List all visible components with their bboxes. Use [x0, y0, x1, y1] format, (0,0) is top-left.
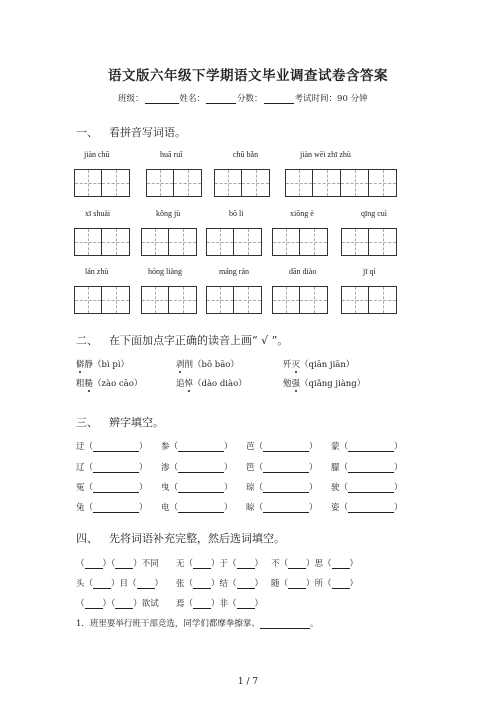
idiom-blank[interactable]	[332, 579, 350, 589]
char-grid-1-4[interactable]	[285, 169, 397, 197]
idiom-blank[interactable]	[85, 599, 103, 609]
char-fill-blank[interactable]	[93, 463, 139, 473]
char-fill-item: 冤（ ）	[76, 483, 148, 493]
char-fill-blank[interactable]	[263, 463, 309, 473]
char-grid-3-4[interactable]	[272, 286, 328, 314]
idiom-item	[271, 577, 358, 589]
idiom-blank[interactable]	[93, 579, 111, 589]
char-grid-3-1[interactable]	[74, 286, 130, 314]
idiom-text: 张（	[176, 579, 194, 589]
char-fill-char: 电	[161, 503, 170, 513]
reading-item-6[interactable]: 勉强（qiǎng jiàng）	[283, 379, 366, 389]
char-fill-blank[interactable]	[178, 483, 224, 493]
idiom-blank[interactable]	[137, 579, 155, 589]
char-fill-char: 笆	[246, 463, 255, 473]
score-blank[interactable]	[264, 94, 294, 104]
time-label: 考试时间：90 分钟	[294, 94, 368, 104]
char-fill-char: 渗	[161, 463, 170, 473]
page-title: 语文版六年级下学期语文毕业调查试卷含答案	[108, 68, 388, 84]
idiom-item	[176, 557, 263, 569]
char-fill-blank[interactable]	[93, 442, 139, 452]
char-grid-1-3[interactable]	[214, 169, 270, 197]
idiom-blank[interactable]	[288, 559, 306, 569]
char-fill-char: 晾	[246, 503, 255, 513]
pinyin-1-2: huā ruǐ	[160, 150, 183, 159]
char-fill-char: 蒙	[331, 442, 340, 452]
idiom-item	[176, 597, 263, 609]
char-grid-2-3[interactable]	[206, 228, 262, 256]
pinyin-2-2: kǒng jù	[156, 209, 181, 218]
reading-item-4[interactable]: 粗糙（zào cāo）	[76, 379, 143, 389]
idiom-text: ）所（	[306, 579, 332, 589]
char-fill-item: 蒙（ ）	[331, 442, 403, 452]
section-2-heading: 二、 在下面加点字正确的读音上画“ √ ”。	[76, 334, 289, 347]
idiom-item	[76, 597, 159, 609]
idiom-text: ）欲试	[133, 599, 159, 609]
pinyin-1-4: jiàn wēi zhī zhù	[300, 150, 351, 159]
idiom-item	[271, 557, 358, 569]
char-fill-char: 琼	[246, 483, 255, 493]
idiom-blank[interactable]	[115, 559, 133, 569]
idiom-item	[76, 577, 163, 589]
char-fill-item: 姿（ ）	[331, 503, 403, 513]
idiom-item	[176, 577, 263, 589]
idiom-text: ）	[254, 559, 264, 569]
char-fill-char: 驶	[331, 483, 340, 493]
char-fill-item: 曳（ ）	[161, 483, 233, 493]
idiom-text: ）结（	[211, 579, 237, 589]
idiom-text: ）	[254, 579, 264, 589]
char-fill-blank[interactable]	[178, 442, 224, 452]
pinyin-1-1: jiàn chū	[84, 150, 110, 159]
idiom-text: 无（	[176, 559, 194, 569]
idiom-text: ）	[349, 559, 359, 569]
reading-item-5[interactable]: 追悼（dào diào）	[176, 379, 247, 389]
section-1-heading: 一、 看拼音写词语。	[76, 126, 186, 139]
char-fill-blank[interactable]	[348, 503, 394, 513]
score-label: 分数：	[237, 94, 263, 104]
char-fill-blank[interactable]	[263, 442, 309, 452]
char-fill-item: 辽（ ）	[76, 463, 148, 473]
idiom-text: ）（	[102, 559, 116, 569]
pinyin-3-2: hóng liàng	[148, 267, 182, 276]
section-4-heading: 四、 先将词语补充完整，然后选词填空。	[76, 532, 285, 545]
idiom-text: ）	[349, 579, 359, 589]
idiom-text: 头（	[76, 579, 94, 589]
char-grid-2-4[interactable]	[272, 228, 328, 256]
pinyin-2-3: bō li	[229, 209, 244, 218]
student-info-line	[118, 92, 368, 104]
char-fill-char: 迂	[76, 442, 85, 452]
char-fill-item: 兔（ ）	[76, 503, 148, 513]
idiom-item	[76, 557, 159, 569]
idiom-blank[interactable]	[237, 599, 255, 609]
idiom-text: ）目（	[111, 579, 137, 589]
char-fill-item: 芭（ ）	[246, 442, 318, 452]
page-number: 1 / 7	[237, 677, 259, 687]
char-fill-item: 朦（ ）	[331, 463, 403, 473]
char-fill-blank[interactable]	[178, 463, 224, 473]
class-blank[interactable]	[145, 94, 179, 104]
pinyin-3-3: máng rán	[219, 267, 249, 276]
char-fill-char: 兔	[76, 503, 85, 513]
pinyin-3-1: lán zhù	[85, 267, 109, 276]
char-fill-item: 晾（ ）	[246, 503, 318, 513]
name-label: 姓名：	[179, 94, 206, 104]
idiom-text: ）于（	[211, 559, 237, 569]
char-grid-3-2[interactable]	[141, 286, 197, 314]
char-fill-item: 笆（ ）	[246, 463, 318, 473]
idiom-text: （	[76, 559, 85, 569]
char-grid-1-2[interactable]	[146, 169, 202, 197]
section-3-heading: 三、 辨字填空。	[76, 416, 164, 429]
question-1-blank[interactable]	[260, 619, 310, 629]
reading-item-3[interactable]: 歼灭（qiān jiān）	[283, 360, 355, 370]
char-fill-char: 参	[161, 442, 170, 452]
char-fill-item: 参（ ）	[161, 442, 233, 452]
pinyin-2-4: xiōng è	[290, 209, 314, 218]
class-label: 班级：	[118, 94, 144, 104]
char-fill-blank[interactable]	[263, 503, 309, 513]
reading-item-1[interactable]: 僻静（bì pì）	[76, 360, 130, 370]
idiom-blank[interactable]	[288, 579, 306, 589]
pinyin-2-1: xī shuài	[85, 209, 111, 218]
pinyin-3-4: dān diào	[289, 267, 317, 276]
char-fill-blank[interactable]	[178, 503, 224, 513]
char-fill-blank[interactable]	[348, 483, 394, 493]
pinyin-1-3: chū bǎn	[233, 150, 259, 159]
idiom-blank[interactable]	[85, 559, 103, 569]
idiom-text: ）（	[102, 599, 116, 609]
idiom-blank[interactable]	[332, 559, 350, 569]
char-fill-blank[interactable]	[263, 483, 309, 493]
idiom-text: （	[76, 599, 85, 609]
char-fill-char: 辽	[76, 463, 85, 473]
idiom-blank[interactable]	[115, 599, 133, 609]
idiom-text: ）	[254, 599, 264, 609]
idiom-text: 随（	[271, 579, 289, 589]
char-grid-3-5[interactable]	[341, 286, 397, 314]
char-fill-item: 驶（ ）	[331, 483, 403, 493]
idiom-text: ）非（	[211, 599, 237, 609]
idiom-blank[interactable]	[193, 579, 211, 589]
char-fill-item: 电（ ）	[161, 503, 233, 513]
char-fill-char: 姿	[331, 503, 340, 513]
question-1: 1．班里要举行班干部竞选，同学们都摩拳擦掌、 。	[76, 619, 319, 629]
idiom-blank[interactable]	[193, 599, 211, 609]
reading-item-2[interactable]: 剥削（bō bāo）	[176, 360, 239, 370]
idiom-text: ）	[154, 579, 164, 589]
pinyin-3-5: jī qì	[363, 267, 376, 276]
char-fill-item: 迂（ ）	[76, 442, 148, 452]
char-grid-2-2[interactable]	[141, 228, 197, 256]
idiom-text: 不（	[271, 559, 289, 569]
idiom-blank[interactable]	[237, 559, 255, 569]
idiom-text: ）不同	[133, 559, 159, 569]
idiom-blank[interactable]	[193, 559, 211, 569]
char-fill-blank[interactable]	[93, 483, 139, 493]
char-fill-blank[interactable]	[93, 503, 139, 513]
char-fill-item: 渗（ ）	[161, 463, 233, 473]
char-fill-char: 朦	[331, 463, 340, 473]
char-fill-blank[interactable]	[348, 442, 394, 452]
char-fill-char: 芭	[246, 442, 255, 452]
char-grid-2-1[interactable]	[74, 228, 130, 256]
idiom-blank[interactable]	[237, 579, 255, 589]
char-grid-2-5[interactable]	[341, 228, 397, 256]
char-fill-blank[interactable]	[348, 463, 394, 473]
idiom-text: ）思（	[306, 559, 332, 569]
char-fill-item: 琼（ ）	[246, 483, 318, 493]
name-blank[interactable]	[206, 94, 236, 104]
char-fill-char: 冤	[76, 483, 85, 493]
char-fill-char: 曳	[161, 483, 170, 493]
char-grid-3-3[interactable]	[206, 286, 262, 314]
char-grid-1-1[interactable]	[74, 169, 130, 197]
idiom-text: 焉（	[176, 599, 194, 609]
pinyin-2-5: qīng cuì	[361, 209, 387, 218]
